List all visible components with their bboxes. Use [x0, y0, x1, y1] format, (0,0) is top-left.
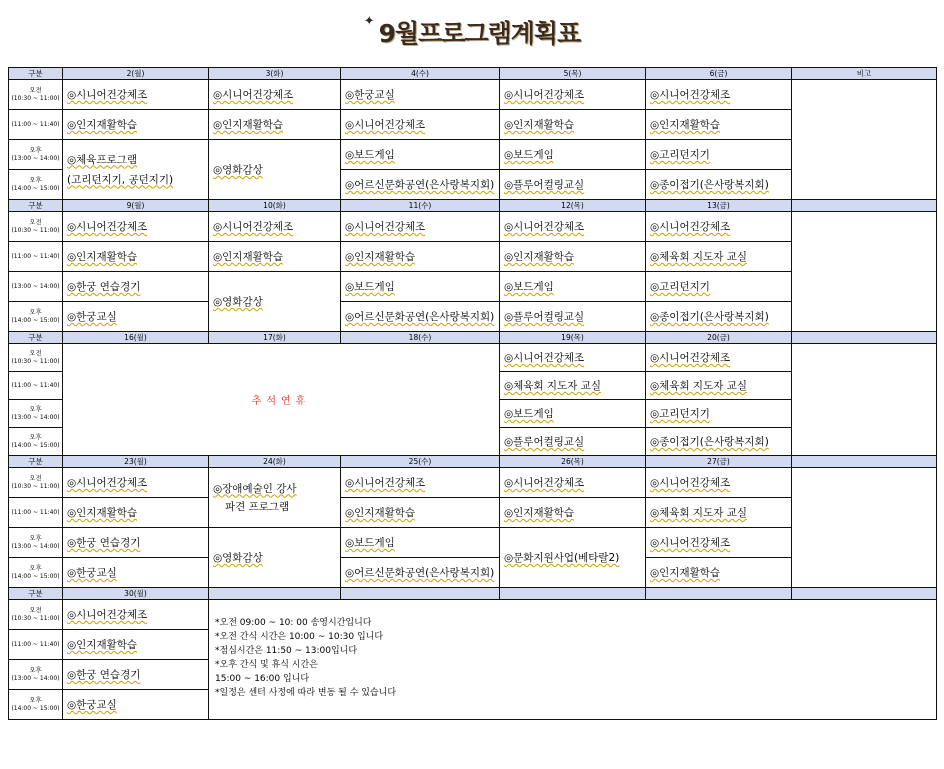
header-label: 구분	[9, 68, 63, 80]
program-item: ◎한궁교실	[67, 567, 117, 579]
program-item: ◎시니어건강체조	[345, 477, 426, 489]
day-header: 13(금)	[646, 200, 792, 212]
program-item: ◎종이접기(은사랑복지회)	[650, 311, 769, 323]
day-header: 16(월)	[63, 332, 209, 344]
day-header: 11(수)	[341, 200, 500, 212]
program-item: ◎영화감상	[213, 552, 263, 564]
program-item: ◎인지재활학습	[67, 639, 138, 651]
header-label: 구분	[9, 200, 63, 212]
schedule-table	[8, 67, 937, 720]
program-item: ◎시니어건강체조	[650, 352, 731, 364]
time-slot: 오후 (14:00 ~ 15:00)	[9, 558, 63, 588]
time-slot: (11:00 ~ 11:40)	[9, 110, 63, 140]
holiday-cell: 추석연휴	[63, 344, 500, 456]
program-item: ◎시니어건강체조	[345, 221, 426, 233]
program-item: ◎인지재활학습	[504, 119, 575, 131]
program-item: ◎체육회 지도자 교실	[650, 380, 747, 392]
program-item: ◎영화감상	[213, 164, 263, 176]
notes-cell	[209, 600, 937, 720]
day-header: 18(수)	[341, 332, 500, 344]
day-header: 24(화)	[209, 456, 341, 468]
header-label: 구분	[9, 456, 63, 468]
header-label: 구분	[9, 332, 63, 344]
note-cell	[792, 80, 937, 200]
program-item: ◎플루어컬링교실	[504, 311, 585, 323]
program-item: ◎종이접기(은사랑복지회)	[650, 179, 769, 191]
time-slot: 오후 (13:00 ~ 14:00)	[9, 528, 63, 558]
program-item: ◎플루어컬링교실	[504, 436, 585, 448]
note-line: *점심시간은 11:50 ~ 13:00입니다	[215, 646, 358, 656]
note-cell	[792, 344, 937, 456]
note-header	[792, 200, 937, 212]
program-item: ◎인지재활학습	[67, 507, 138, 519]
time-slot: 오후 (13:00 ~ 14:00)	[9, 660, 63, 690]
time-slot: 오전 (10:30 ~ 11:00)	[9, 468, 63, 498]
program-item: ◎보드게임	[345, 537, 395, 549]
program-item: ◎플루어컬링교실	[504, 179, 585, 191]
program-item: ◎어르신문화공연(은사랑복지회)	[345, 567, 495, 579]
day-header: 30(월)	[63, 588, 209, 600]
program-item: ◎문화지원사업(베타랄2)	[504, 552, 620, 564]
time-slot: (11:00 ~ 11:40)	[9, 372, 63, 400]
note-line: 15:00 ~ 16:00 입니다	[215, 674, 310, 684]
time-slot: 오후 (14:00 ~ 15:00)	[9, 690, 63, 720]
program-item: ◎인지재활학습	[650, 119, 721, 131]
day-header	[341, 588, 500, 600]
program-item: ◎보드게임	[504, 281, 554, 293]
day-header: 10(화)	[209, 200, 341, 212]
day-header	[209, 588, 341, 600]
note-line: *오전 09:00 ~ 10: 00 송영시간입니다	[215, 618, 372, 628]
program-item: ◎보드게임	[345, 281, 395, 293]
day-header: 20(금)	[646, 332, 792, 344]
header-label: 구분	[9, 588, 63, 600]
program-item: ◎시니어건강체조	[67, 89, 148, 101]
day-header	[646, 588, 792, 600]
time-slot: (13:00 ~ 14:00)	[9, 272, 63, 302]
program-item: ◎인지재활학습	[67, 251, 138, 263]
program-item: ◎시니어건강체조	[213, 89, 294, 101]
time-slot: 오후 (14:00 ~ 15:00)	[9, 170, 63, 200]
note-line: *오후 간식 및 휴식 시간은	[215, 660, 318, 670]
day-header: 5(목)	[500, 68, 646, 80]
program-item: ◎고리던지기	[650, 281, 710, 293]
program-item: ◎어르신문화공연(은사랑복지회)	[345, 311, 495, 323]
program-item: ◎시니어건강체조	[67, 477, 148, 489]
day-header: 26(목)	[500, 456, 646, 468]
week1-header-row	[9, 68, 937, 80]
day-header: 19(목)	[500, 332, 646, 344]
sparkle-icon: ✦	[363, 14, 375, 29]
program-item-detail: (고리던지기, 공던지기)	[67, 173, 174, 186]
program-item: ◎한궁교실	[67, 311, 117, 323]
note-cell	[792, 212, 937, 332]
day-header: 2(월)	[63, 68, 209, 80]
program-item: ◎시니어건강체조	[504, 221, 585, 233]
program-item: ◎체육회 지도자 교실	[504, 380, 601, 392]
day-header: 6(금)	[646, 68, 792, 80]
time-slot: 오전 (10:30 ~ 11:00)	[9, 600, 63, 630]
program-item: ◎인지재활학습	[345, 251, 416, 263]
note-header	[792, 588, 937, 600]
day-header: 4(수)	[341, 68, 500, 80]
program-item: ◎시니어건강체조	[67, 609, 148, 621]
program-item: ◎보드게임	[504, 408, 554, 420]
program-item: ◎시니어건강체조	[504, 352, 585, 364]
program-item: ◎인지재활학습	[213, 251, 284, 263]
day-header: 25(수)	[341, 456, 500, 468]
program-item: ◎장애예술인 강사	[213, 482, 297, 495]
program-item: ◎시니어건강체조	[650, 477, 731, 489]
time-slot: (11:00 ~ 11:40)	[9, 242, 63, 272]
note-line: *일정은 센터 사정에 따라 변동 될 수 있습니다	[215, 688, 397, 698]
week4-header-row	[9, 456, 937, 468]
note-header	[792, 332, 937, 344]
program-item: ◎한궁 연습경기	[67, 281, 141, 293]
program-item: ◎보드게임	[504, 149, 554, 161]
time-slot: 오후 (14:00 ~ 15:00)	[9, 302, 63, 332]
program-item: ◎인지재활학습	[67, 119, 138, 131]
day-header: 3(화)	[209, 68, 341, 80]
program-item: ◎고리던지기	[650, 149, 710, 161]
time-slot: 오후 (13:00 ~ 14:00)	[9, 400, 63, 428]
day-header: 17(화)	[209, 332, 341, 344]
time-slot: 오전 (10:30 ~ 11:00)	[9, 80, 63, 110]
program-item: ◎체육프로그램	[67, 153, 138, 166]
program-item: ◎고리던지기	[650, 408, 710, 420]
program-item: ◎시니어건강체조	[345, 119, 426, 131]
program-item: ◎인지재활학습	[504, 251, 575, 263]
program-item: ◎한궁 연습경기	[67, 669, 141, 681]
program-item: ◎보드게임	[345, 149, 395, 161]
time-slot: (11:00 ~ 11:40)	[9, 498, 63, 528]
program-item: ◎인지재활학습	[504, 507, 575, 519]
note-line: *오전 간식 시간은 10:00 ~ 10:30 입니다	[215, 632, 384, 642]
program-item: ◎한궁교실	[67, 699, 117, 711]
program-item: ◎시니어건강체조	[504, 89, 585, 101]
day-header	[500, 588, 646, 600]
week5-header-row	[9, 588, 937, 600]
program-item: ◎한궁교실	[345, 89, 395, 101]
note-header: 비고	[792, 68, 937, 80]
program-item: ◎체육회 지도자 교실	[650, 507, 747, 519]
program-item: ◎영화감상	[213, 296, 263, 308]
week3-header-row	[9, 332, 937, 344]
time-slot: 오후 (14:00 ~ 15:00)	[9, 428, 63, 456]
program-item: ◎종이접기(은사랑복지회)	[650, 436, 769, 448]
day-header: 9(월)	[63, 200, 209, 212]
program-item: ◎시니어건강체조	[650, 89, 731, 101]
program-item: ◎한궁 연습경기	[67, 537, 141, 549]
page-title-area	[0, 14, 944, 50]
program-item-detail: 파견 프로그램	[225, 500, 290, 513]
day-header: 12(목)	[500, 200, 646, 212]
time-slot: 오전 (10:30 ~ 11:00)	[9, 344, 63, 372]
day-header: 23(월)	[63, 456, 209, 468]
program-item: ◎인지재활학습	[650, 567, 721, 579]
program-item: ◎체육회 지도자 교실	[650, 251, 747, 263]
time-slot: 오후 (13:00 ~ 14:00)	[9, 140, 63, 170]
program-item: ◎시니어건강체조	[650, 221, 731, 233]
day-header: 27(금)	[646, 456, 792, 468]
program-item: ◎어르신문화공연(은사랑복지회)	[345, 179, 495, 191]
program-item: ◎시니어건강체조	[650, 537, 731, 549]
time-slot: 오전 (10:30 ~ 11:00)	[9, 212, 63, 242]
week2-header-row	[9, 200, 937, 212]
note-cell	[792, 468, 937, 588]
program-item: ◎시니어건강체조	[504, 477, 585, 489]
program-item: ◎인지재활학습	[213, 119, 284, 131]
note-header	[792, 456, 937, 468]
program-item: ◎시니어건강체조	[67, 221, 148, 233]
time-slot: (11:00 ~ 11:40)	[9, 630, 63, 660]
program-item: ◎인지재활학습	[345, 507, 416, 519]
program-item: ◎시니어건강체조	[213, 221, 294, 233]
page-title: 9월프로그램계획표	[378, 19, 581, 48]
